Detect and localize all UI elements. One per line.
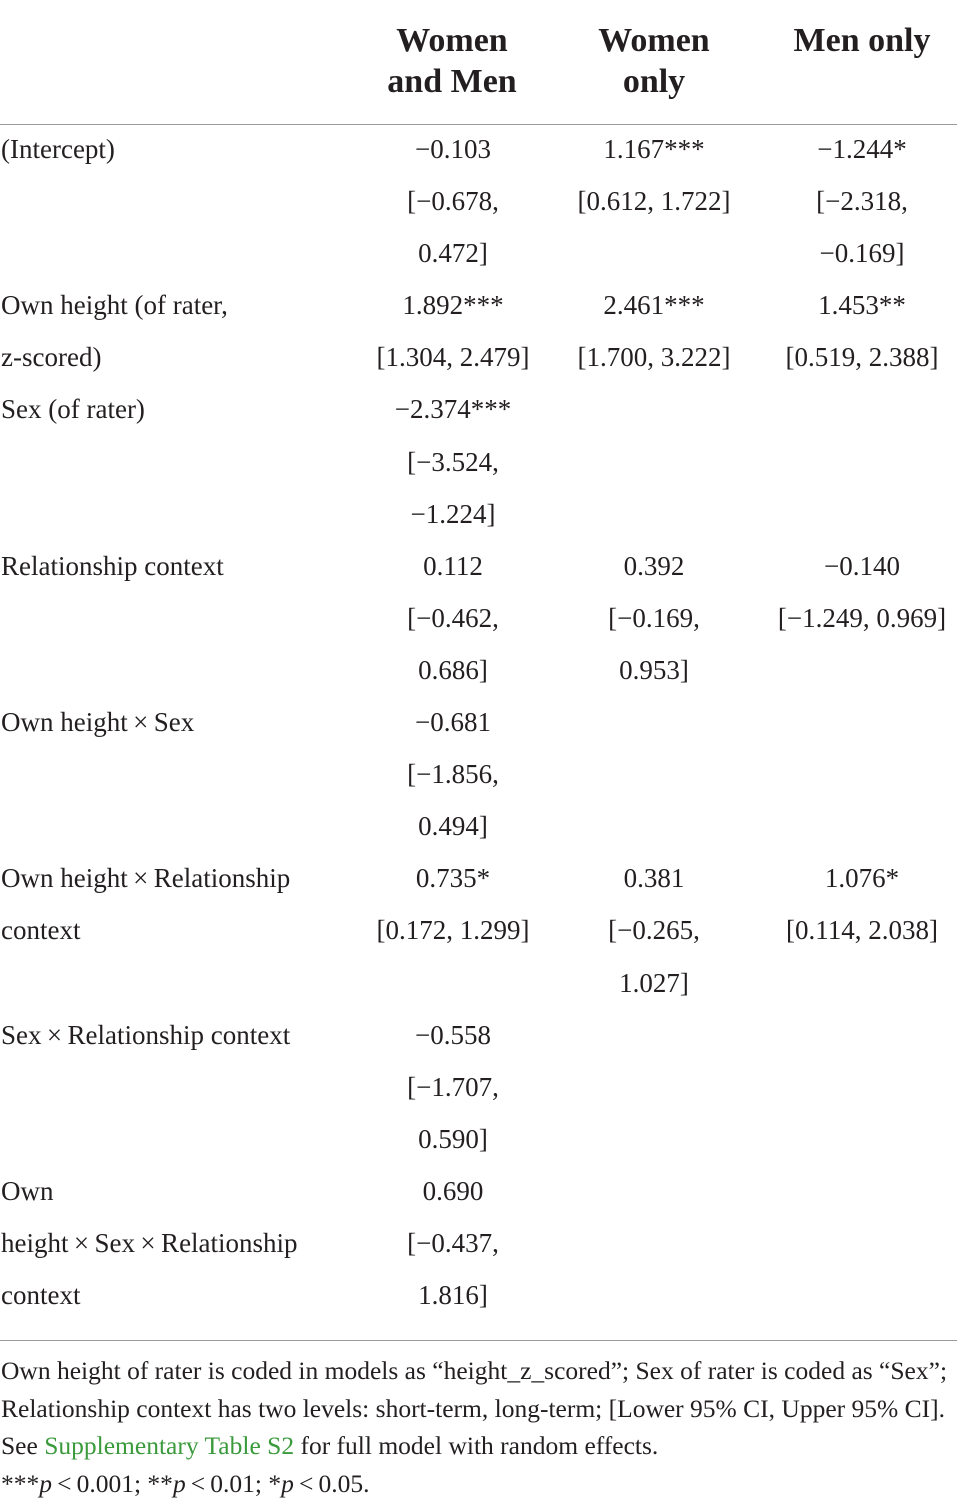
table-row (0, 1061, 957, 1113)
table-cell: [0.172, 1.299] (376, 915, 530, 946)
table-cell: 0.472] (418, 238, 488, 269)
table-row (0, 852, 957, 904)
table-cell: [−2.318, (816, 186, 908, 217)
row-label: z-scored) (1, 342, 102, 373)
row-label: height × Sex × Relationship (1, 1227, 298, 1258)
table-footnote (1, 1352, 955, 1502)
table-row (0, 957, 957, 1009)
table-row (0, 1217, 957, 1269)
table-cell: −2.374*** (394, 394, 512, 425)
table-cell: [−0.462, (407, 602, 499, 633)
row-label: Sex (of rater) (1, 394, 145, 425)
table-row (0, 748, 957, 800)
table-row (0, 227, 957, 279)
table-cell: −0.558 (415, 1019, 491, 1050)
row-label: Relationship context (1, 550, 224, 581)
table-row (0, 383, 957, 435)
table-cell: 0.392 (623, 550, 685, 581)
table-cell: 0.953] (619, 654, 689, 685)
table-cell: −1.224] (410, 498, 496, 529)
table-row (0, 123, 957, 175)
table-cell: 0.381 (623, 863, 685, 894)
table-cell: [−1.856, (407, 759, 499, 790)
table-cell: 1.453** (818, 290, 906, 321)
table-row (0, 1113, 957, 1165)
table-cell: 0.590] (418, 1123, 488, 1154)
significance-note: ***p < 0.001; **p < 0.01; *p < 0.05. (1, 1468, 370, 1498)
table-row (0, 696, 957, 748)
row-label: Own height × Relationship (1, 863, 291, 894)
table-cell: 0.494] (418, 811, 488, 842)
footnote-text: Own height of rater is coded in models as “height_z_scored”; Sex of rater is coded as “Sex”; Relationship context has two levels: short-term, long-term; [Lower 95% CI, Upper 95% CI]. See (1, 1356, 948, 1460)
table-cell: 1.027] (619, 967, 689, 998)
table-row (0, 1165, 957, 1217)
row-label: Sex × Relationship context (1, 1019, 291, 1050)
row-label: Own height × Sex (1, 707, 195, 738)
table-cell: −0.681 (415, 707, 491, 738)
table-row (0, 904, 957, 956)
table-row (0, 592, 957, 644)
table-cell: [−0.678, (407, 186, 499, 217)
row-label: Own height (of rater, (1, 290, 228, 321)
table-cell: [−1.249, 0.969] (777, 602, 947, 633)
table-row (0, 331, 957, 383)
table-cell: 1.076* (824, 863, 900, 894)
table-bottom-rule (0, 1340, 957, 1341)
table-cell: 0.735* (415, 863, 491, 894)
column-header-men-only: Men only (793, 22, 931, 59)
row-label: Own (1, 1175, 54, 1206)
table-cell: −0.140 (824, 550, 900, 581)
table-cell: −0.103 (415, 134, 491, 164)
table-cell: 0.112 (423, 550, 483, 581)
table-row (0, 800, 957, 852)
row-label: context (1, 1280, 81, 1311)
table-row (0, 488, 957, 540)
table-cell: 1.167*** (603, 134, 705, 164)
table-cell: [0.612, 1.722] (577, 186, 731, 217)
table-cell: 0.690 (422, 1175, 484, 1206)
table-cell: [−0.169, (608, 602, 700, 633)
table-row (0, 1269, 957, 1321)
table-row (0, 175, 957, 227)
table-cell: −0.169] (819, 238, 905, 269)
table-row (0, 1009, 957, 1061)
footnote-text-end: for full model with random effects. (294, 1431, 659, 1460)
table-cell: 2.461*** (603, 290, 705, 321)
table-cell: 0.686] (418, 654, 488, 685)
table-cell: [−0.437, (407, 1227, 499, 1258)
table-cell: 1.892*** (402, 290, 504, 321)
table-cell: [−1.707, (407, 1071, 499, 1102)
table-cell: [0.519, 2.388] (785, 342, 939, 373)
table-cell: −1.244* (817, 134, 907, 164)
row-label: (Intercept) (1, 134, 115, 164)
table-row (0, 540, 957, 592)
table-cell: 1.816] (418, 1280, 488, 1311)
column-header-women-and-men: Women and Men (387, 22, 517, 100)
table-cell: [0.114, 2.038] (786, 915, 938, 946)
table-cell: [−0.265, (608, 915, 700, 946)
table-cell: [1.700, 3.222] (577, 342, 731, 373)
column-header-women-only: Women only (598, 22, 710, 100)
supplementary-table-link[interactable]: Supplementary Table S2 (44, 1431, 295, 1460)
table-row (0, 279, 957, 331)
table-row (0, 436, 957, 488)
table-cell: [1.304, 2.479] (376, 342, 530, 373)
table-cell: [−3.524, (407, 446, 499, 477)
table-row (0, 644, 957, 696)
row-label: context (1, 915, 81, 946)
